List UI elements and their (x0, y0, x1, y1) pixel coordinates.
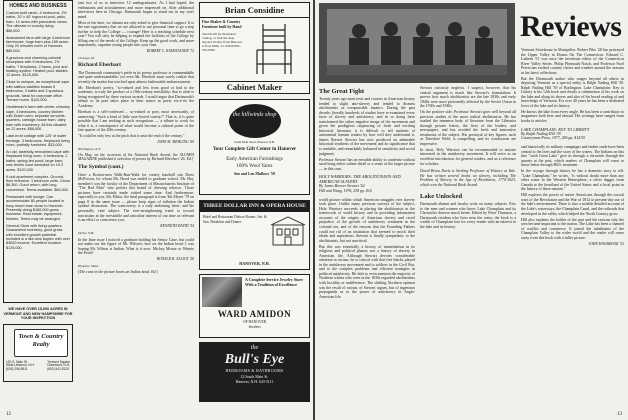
listing-item: 9-unit apartment complex. Ground-floor entrance. 1 bedroom units. Gross $6,300. Good return, with long conversion. Terms available. $65,000. (6, 174, 70, 192)
ward-amidon-tagline: A Complete Service Jewelry Store With a Tradition of Excellence (245, 277, 303, 287)
bulls-eye-address: 22 South Main St. Hanover, N.H. 643-3111 (235, 375, 274, 384)
bulls-eye-name: Bull's Eye (224, 352, 285, 367)
title-spacer (521, 3, 624, 48)
letter-signature: KENNETH DAVID '34 (160, 224, 194, 229)
jewelry-photo (202, 277, 242, 307)
right-page (315, 0, 628, 420)
hillwinds-lines: Early American Furnishings 100% Wool Yarns (226, 157, 283, 169)
letter-text: Once a Boston-area Walk-Run-Walk for varsity baseball star Doris McPerson, for whom Mr. Hood was ended to graduate school. Mr. Hoy member's son the faculty of the Department of Massachusetts Institute of "The Red Man" who prefers this brand of chewing tobacco. Those pictures have certainly made visited some time. And furthermore, especially to you, Mr. Editor, the final paragraph is from 'Kit Meyer '79 on page 8 in the same issue — please keep signs of inflation the Indian symbol discussion. The controversy is a truly endearing letter, and his personally vital subject. The ever-strengthening trend to toward narcissism in the irresistible and articulate interest of our time as relevant is an effort or conscience you. (78, 172, 194, 223)
opera-contact: HANOVER, N.H. (239, 261, 270, 267)
review-text: In short, Holy Warriors can be recommended to anyone interested in the antislavery movement. It will serve as an excellent introduction for general readers, and as a reference for scholars. (420, 147, 516, 166)
address-west-lebanon: 120 S. Main St. West Lebanon, N.H. (603) 298-8911 (6, 359, 35, 372)
considine-ad (199, 2, 310, 94)
town-country-logo-text: Town & Country Realty (18, 332, 64, 348)
town-country-addresses (6, 361, 70, 373)
letters-column (78, 0, 194, 405)
listing-item: Close to campus, an exceptional cape with saltbox addition boasts 5 bedrooms, 3 baths and 3 spacious grounds. Ideal for corporate office. Terrace home. $120,000. (6, 80, 70, 103)
letter-text: tant two of us to interview 12 undergraduates. As I had hoped, the enthusiasm and articulateness and more impressed on. After additional interviews here in Chicago, Dartmouth began to stand out in my son's mind. (78, 1, 194, 19)
section-title: Reviews (520, 10, 622, 43)
listing-list (6, 11, 70, 250)
reviewer-signature: JOHN HOLBROOK '32 (588, 241, 624, 246)
letter-place: Chicago, Ill. (78, 55, 96, 60)
review-text: Hill explores the power of native Americans through the crucial wars of the Revolution and the War of 1812 to present-day use of the lake's environment. There is also a notable detailed account of the Lake's waterways, the Champlain Canal, and the railroads that developed in the valley which helped the North Country grow. (521, 193, 624, 216)
letter-text: Mr. Eberhart's poetry, "so-valued and less from good or bad to the academic, is truly the product of a 19th-century sensibility; that is what is being recognized by these various awards. I would argue that Dartmouth's tribute to its poet takes place in their stance as poets vis-a-vis the Academy. (78, 85, 194, 109)
listing-item: A gracious and charming colonial showplace with 5 bedrooms, 2½ baths, 7 fireplaces, 2 barns, pool and heating system. Heated pool, stables, 12 acres. $125,000. (6, 55, 69, 78)
opera-house-ad (199, 200, 310, 270)
heading-lake-unlocked: Lake Unlocked (420, 193, 463, 201)
letter-text: The Dartmouth community's pride in its poetry professor is commendable and quite understandable; yet even Mr. Eberhart must surely realize that recently the matter has touched upon almost fashionable embarrassment. (78, 70, 194, 84)
hillwinds-logo (229, 104, 281, 138)
opera-title: THREE DOLLAR INN & OPERA HOUSE (200, 201, 309, 212)
review-photo (319, 3, 515, 83)
listing-item: General Store with living quarters. Guaranteed inventory, good gross with excellent growth potential. Included is a like-new duplex with over $3000 income. Excellent location. $125,000. (6, 223, 70, 250)
editor-note: On May, on the occasion of his National Book Award, the ALUMNI MAGAZINE published a selection of poems by Richard Eberhart '26. Ed.] (78, 152, 194, 162)
book-publisher: Hill and Wang, 1976, 238 pp. $10 (319, 188, 372, 193)
building-icon (270, 215, 306, 247)
heading-richard-eberhart: Richard Eberhart (78, 61, 122, 68)
group-portrait-icon (319, 3, 515, 83)
review-text: On the positive side, Professor Stewart goes well beyond all previous studies of the more radical abolitionists. He has studied the immense body of literature from the Liberator through private letters, the lives of the leaders, and newspapers, and has avoided the fresh and innovative treatments of the subject. His portrayal of key figures, such as Theodore Weld, is compelling, and its conclusions are impressive. (420, 110, 516, 146)
address-claremont: Tremont Square Claremont, N.H. (603) 542-5120 (47, 359, 70, 372)
review-text: Twenty years ago most texts and courses in American history tended to slight anti-slavery and tended to dismiss abolitionists as irresponsible fanatics. During the past decade, literally hundreds of studies have re-examined every facet of slavery and antislavery, and in so doing have transformed the rather negative image of the movement and given the prodigious outpouring of fresh and exciting historical literature, it is difficult to tell students of unessential layman readers by how well they understand it, James Brewer Stewart has now produced an admirable historical synthesis of the movement and its significance that is readable, and remarkably balanced in sensitivity and social judgment. (319, 97, 415, 156)
considine-subtitle: Fine Shaker & Country Furniture built by Hand (202, 20, 242, 29)
considine-footer: Cabinet Maker (200, 81, 309, 92)
letter-signature: JOHN M. MEHLING '69 (156, 140, 194, 145)
chair-illustration (245, 20, 307, 78)
hillwinds-logo-text: the hillwinds shop (232, 112, 277, 118)
review-text: Stewart curiously neglects. I suspect, however, that his central argument is much like Stewart's formulation: It proves how much abolitionists are the late 1830s and early 1840s were most profoundly affected by the Soviet Union in the 1930s and 1940s. (420, 86, 516, 109)
reviewer-bio: David Brion Davis is Sterling Professor of History at Yale. He has written several books on slavery, including The Problem of Slavery in the Age of Revolution, 1770-1823, which won the National Book Award. (420, 169, 516, 187)
town-country-logo (6, 327, 70, 359)
considine-body: Send $1.00 for illustrated catalog, or visit the shop beyond 20 min. from Hanover to Post Mills, Vt. 05058 802-333-9596 (202, 32, 243, 52)
hillwinds-tagline: Your Complete Gift Center in Hanover (212, 147, 297, 152)
review-text: and historically its military campaigns and timber trade have been central to the lives and the story of the waters. The Indians on this fine "sixth Great Lake" give us through a chronicle through the quarter at the past, which readers of Champlain will come to know better through Hill's treatment. (521, 145, 624, 168)
editor-note: (The cane in the picture bears an Indian head. Ed.) (78, 269, 158, 274)
review-text: Hill also explains the battles of the past and the reasons why the area became important to the nation. The Lake has been a channel of conflict and commerce. It joined the inhabitants of the Champlain Valley to the wider world and the reader will come away from this book with a fuller picture. (521, 217, 624, 240)
left-page (0, 0, 313, 420)
letter-place: Huntington, N.Y. (78, 146, 101, 151)
considine-title: Brian Considine (200, 3, 309, 18)
letter-text: Eberhart is a self-confessed ... so-valued or poet, most necessarily, of unnerving: "Such a kind of little sure-footed variety?" That is, it is quite possible that I am seeking in such recognition — a tribute to work for what it is, a consequence of what would become a cultural poem of the late quarter of the 20th century. (78, 109, 194, 133)
letter-text: "It could be only few at the pitch that is near the end of the century." (78, 134, 185, 139)
review-text: Vermont Storehouse in Montpelier. Robert Pike '28 has portrayed the Upper Valley in Drums On The Connecticut. Edward C. Lathem '51 was once the inveterate editor of the Connecticut River Valley Series. Philip Plymouth Notch, and Professor Noel Perrin has evoked country chores and weather around the seasons in his latest collections. (521, 48, 624, 75)
hillwinds-ad (199, 99, 310, 195)
book-info (319, 174, 415, 194)
listing-item: Gentleman's farm with center-chimney cape, 4 bedrooms, country kitchen with Dutch oven, separate servants quarters, carriage-house barn, dairy barn with machinery. All this situated on 22 acres. $88,000. (6, 105, 70, 132)
great-fight-column (319, 86, 415, 404)
review-text: Professor Stewart has an enviable ability to condense without sacrificing either salient detail or a sense of the larger picture — in this case, (319, 157, 415, 171)
classifieds-footer: WE HAVE OVER 15,000 ACRES IN VERMONT AND NEW HAMPSHIRE FOR YOUR INSPECTION (3, 307, 73, 320)
review-text: world picture within which American struggles over slavery took place. Unlike many previous surveys of the subject, Holy Warriors succeeds in placing the abolitionists in the framework of world history and in providing information accounts of the origins of American slavery and racial prejudice, of the growth of antislavery sentiment in the colonial era, and of the reasons that the Founding Fathers could not rid of an institution that seemed to mock their ideals and aspirations. Stewart is finally sympathetic to the abolitionists, but not uncritical. (319, 197, 415, 243)
heading-the-symbol: The Symbol (cont.) (78, 163, 124, 170)
middle-column (420, 86, 516, 404)
ads-column (199, 0, 310, 410)
bulls-eye-ad (199, 342, 310, 402)
classifieds-column (3, 0, 73, 408)
review-text: He knows the lake from every angle. He has been a contributor to magazines both here and abroad. His writings have ranged from books to articles. (521, 109, 624, 123)
hillwinds-owners: Sue and Len Mallows '50 (234, 172, 275, 176)
listing-item: An old, tastefully-remodeled cape with fireplaced living room, 4 bedrooms, 2 baths, spring-fed pond, large barn, new tennis court secluded on 15.3 acres. $120,000. (6, 149, 70, 172)
letter-text: In the June issue I noticed a graduate holding his Senior Cane, but could not make out the figure of Mr. Wilson's face on the Indian head. I was hoping Mr. Wilson is Indian. What is it now: Mickey Mouse or Winnie the Pooh? (78, 237, 194, 256)
bulls-eye-sub: BEDROOMS & BATHROOMS (225, 368, 284, 373)
book-author: By Ralph Nading Hill '39 (521, 131, 561, 136)
hillwinds-address: South Main Street, Hanover, N.H. (234, 140, 275, 144)
page-number-right: 13 (617, 412, 622, 417)
review-text: Dartmouth alumni and faculty write on many subjects. Few to the men and women who know Lake Champlain and its Chronicles deserve much better. Edited by Peter Thomson, a Dartmouth resident who lives near the water, the book is a wealth of Champlain lore for every reader with an interest in the lake and its history. (420, 202, 516, 229)
listing-item: Restaurant with lounge. Can accommodate 80 people located in busy resort town close to Hanover. Presently doing $180,000 gross business. Real estate, equipment, fixtures. Terms may be arranged. (6, 194, 65, 221)
book-title: HOLY WARRIORS: THE ABOLITIONISTS AND AMERICAN SLAVERY (319, 174, 401, 185)
letter-signature: ROBERT C. KAMSTAUSER '72 (147, 49, 194, 54)
letter-place: Hyannis, Mass. (78, 263, 100, 268)
letter-text: Most of the time, we alumni are only asked to give financial support. It is the rare opportunity that we are allowed to use personal time to go a step further to help the College — courage! Here is a teaching schedule next year? You will only be helping to expand the facilities of the College by filling one of the needs of the College. Keep up the good work, and more importantly, organize young people into your firm. (78, 20, 194, 48)
considine-info (202, 20, 242, 78)
book-author: By James Brewer Stewart '62 (319, 184, 365, 189)
bulls-eye-top: the (250, 345, 259, 351)
opera-illustration (270, 215, 306, 247)
review-text: But the Dartmouth author who ranges beyond all others in depicting Vermont as a special entity is Ralph Nading Hill '39. Ralph Nading Hill '39 of Burlington. Lake Champlain: Key to Liberty is his 12th book and clearly a culmination of his work on the lake and along its shores and also of his broad reading of and knowledge of Vermont. For over 40 years he has been a dedicated lover of the lake and its history. (521, 76, 624, 108)
letter-place: Derby, V.M. (78, 230, 95, 235)
listing-item: Lake-front cottage with 125' of water frontage. 3 bedrooms, fireplaced living room, partially furnished. $33,000. (6, 134, 70, 147)
ward-amidon-jewelers: Jewelers (248, 324, 261, 329)
review-text: In the voyage through history he has a dramatic story to tell. "Lake Champlain," he writes, "is without doubt more than any other water in the Western Hemisphere, a silver dagger from Canada to the heartland of the United States and a focal point in the history of these nations." (521, 169, 624, 192)
page-number-left: 12 (6, 412, 11, 417)
ward-amidon-ad (199, 274, 310, 338)
town-country-ad (3, 324, 73, 382)
heading-the-great-fight: The Great Fight (319, 88, 365, 95)
opera-body: Hotel and Restaurant Deluxe Rooms, Sat. & Sun. Breakfast and Dinner (203, 215, 267, 224)
ward-amidon-name: WARD AMIDON (217, 309, 292, 319)
lake-champlain-column (521, 3, 624, 404)
letter-signature: RONALD K. ELLIOT '28 (156, 257, 194, 262)
book-publisher: Countryman Press, 1977, 296 pp. $14.95 (521, 136, 585, 141)
book-title: LAKE CHAMPLAIN: KEY TO LIBERTY (521, 126, 590, 132)
classifieds-header: HOMES AND BUSINESS (9, 3, 67, 9)
review-text: But this was essentially a history of immediatism in its religious and political phases, not a history of slavery in American life. Although Stewart devotes considerable attention to racism, he is critical with that free blacks played in the antislavery movement and to soldiers in the Civil War, and to the complex problems and efficient strategies in political antislavery. He fails to even mention the majority of Northern whites who were in the 1830s regarded abolitionists with hostility or indifference. The shifting Northern opinion was the result of racism, of Stewart argues, but of ingenious propaganda as to the power of antislavery in Anglo-American life. (319, 244, 415, 299)
book-info (521, 127, 624, 142)
listing-item: Abandoned farm with large 4-bedroom farmhouse, huge barn plus 165 acres. Only 20 minutes north of Hanover. $85,000. (6, 35, 70, 53)
chair-icon (245, 20, 307, 78)
classifieds-box (3, 0, 73, 303)
ward-amidon-sub: OF HANOVER (242, 320, 267, 324)
listing-item: Custom-built ranch, 4 bedrooms, 2½ baths, 20' x 40' inground pool, patio, barn. 14 acres with panoramic views. The ultimate in country living. $88,000. (6, 11, 68, 33)
